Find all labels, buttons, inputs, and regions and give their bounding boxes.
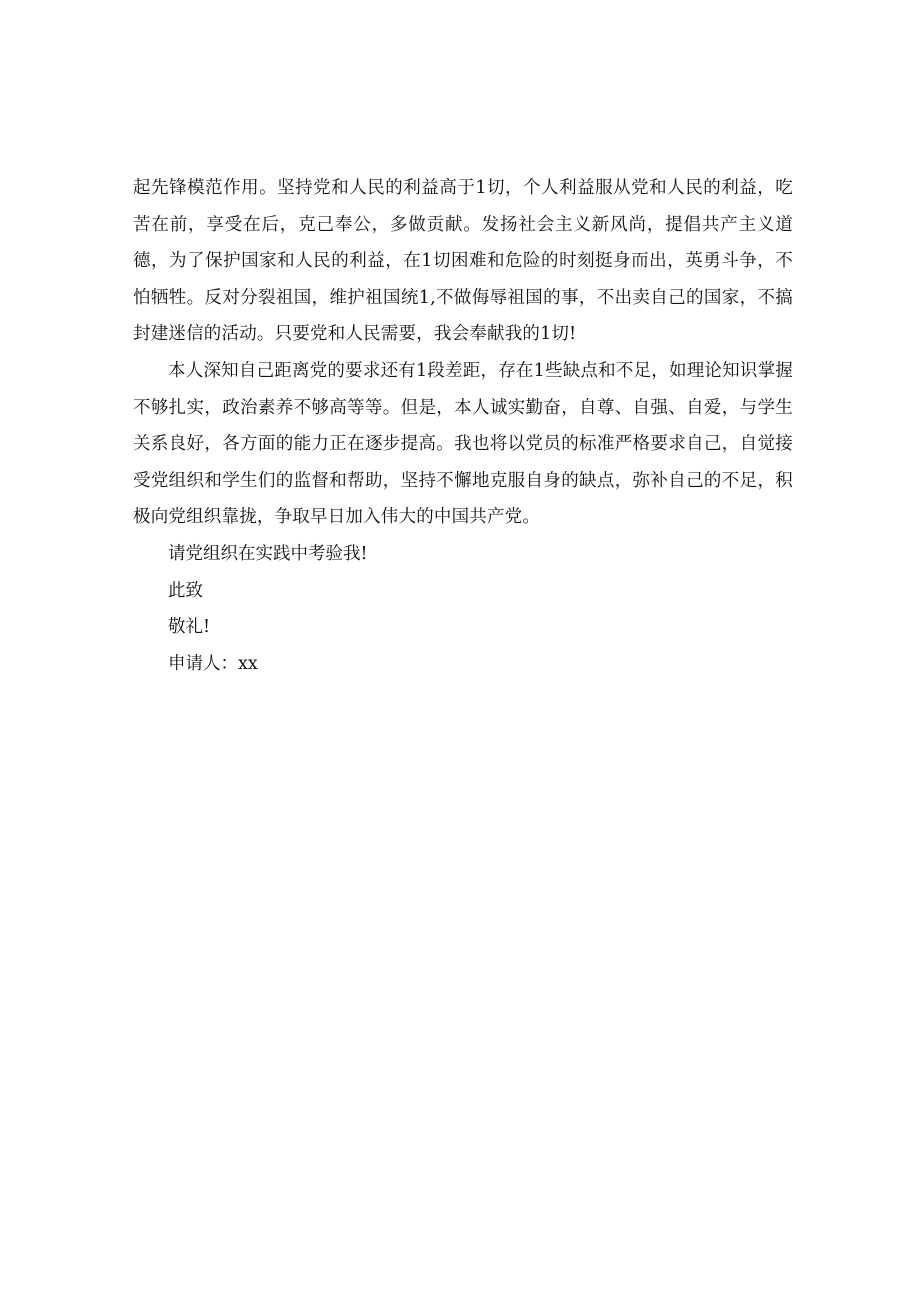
letter-body — [133, 170, 793, 682]
paragraph-self-assessment: 本人深知自己距离党的要求还有1段差距，存在1些缺点和不足，如理论知识掌握不够扎实，政治素养不够高等等。但是，本人诚实勤奋，自尊、自强、自爱，与学生关系良好，各方面的能力正在逐步提高。我也将以党员的标准严格要求自己，自觉接受党组织和学生们的监督和帮助，坚持不懈地克服自身的缺点，弥补自己的不足，积极向党组织靠拢，争取早日加入伟大的中国共产党。 — [133, 360, 793, 528]
salutation-jingli: 敬礼! — [168, 617, 211, 638]
salutation-cizhi: 此致 — [168, 580, 203, 601]
signature: 申请人：xx — [168, 653, 258, 674]
paragraph-continuation: 起先锋模范作用。坚持党和人民的利益高于1切，个人利益服从党和人民的利益，吃苦在前，享受在后，克己奉公，多做贡献。发扬社会主义新风尚，提倡共产主义道德，为了保护国家和人民的利益，在1切困难和危险的时刻挺身而出，英勇斗争，不怕牺牲。反对分裂祖国，维护祖国统1,不做侮辱祖国的事，不出卖自己的国家，不搞封建迷信的活动。只要党和人民需要，我会奉献我的1切! — [133, 178, 793, 345]
closing-request: 请党组织在实践中考验我! — [168, 543, 368, 564]
